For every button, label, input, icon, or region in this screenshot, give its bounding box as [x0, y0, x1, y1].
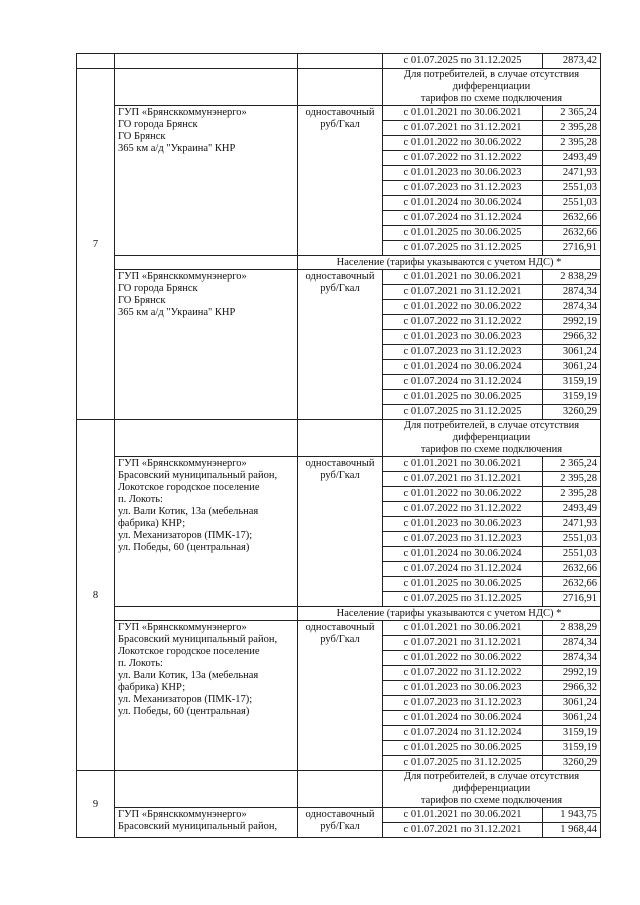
- period-cell: с 01.01.2025 по 30.06.2025: [383, 741, 543, 756]
- period-cell: с 01.01.2022 по 30.06.2022: [383, 300, 543, 315]
- period-cell: с 01.01.2023 по 30.06.2023: [383, 166, 543, 181]
- period-cell: с 01.01.2022 по 30.06.2022: [383, 651, 543, 666]
- section-header-row: [77, 420, 601, 457]
- population-banner: Население (тарифы указываются с учетом НДС) *: [298, 607, 601, 621]
- unit-line: одноставочный: [305, 809, 375, 820]
- period-cell: с 01.07.2023 по 31.12.2023: [383, 345, 543, 360]
- organization-line: 365 км а/д "Украина" КНР: [118, 307, 236, 318]
- organization-line: ул. Механизаторов (ПМК-17);: [118, 530, 253, 541]
- tariff-value-cell: 2632,66: [543, 226, 601, 241]
- tariff-value-cell: 3061,24: [543, 345, 601, 360]
- period-cell: с 01.07.2022 по 31.12.2022: [383, 315, 543, 330]
- period-cell: с 01.01.2024 по 30.06.2024: [383, 196, 543, 211]
- organization-cell: [115, 771, 298, 808]
- organization-cell: [115, 420, 298, 457]
- organization-line: Локотское городское поселение: [118, 482, 260, 493]
- item-number: 9: [77, 771, 115, 838]
- period-cell: с 01.07.2024 по 31.12.2024: [383, 375, 543, 390]
- tariff-value-cell: 3260,29: [543, 405, 601, 420]
- unit-cell: [298, 270, 383, 420]
- organization-line: ГУП «Брянсккоммунэнерго»: [118, 107, 247, 118]
- period-cell: с 01.01.2023 по 30.06.2023: [383, 330, 543, 345]
- tariff-value-cell: 2 365,24: [543, 457, 601, 472]
- period-cell: с 01.07.2021 по 31.12.2021: [383, 636, 543, 651]
- period-cell: с 01.07.2024 по 31.12.2024: [383, 562, 543, 577]
- unit-cell: [298, 808, 383, 838]
- tariff-value-cell: 3159,19: [543, 375, 601, 390]
- period-cell: с 01.01.2024 по 30.06.2024: [383, 547, 543, 562]
- unit-cell: [298, 420, 383, 457]
- population-banner: Население (тарифы указываются с учетом НДС) *: [298, 256, 601, 270]
- period-cell: с 01.07.2025 по 31.12.2025: [383, 54, 543, 69]
- section-header-row: [77, 69, 601, 106]
- tariff-value-cell: 2 395,28: [543, 136, 601, 151]
- period-cell: с 01.01.2023 по 30.06.2023: [383, 517, 543, 532]
- tariff-value-cell: 2471,93: [543, 517, 601, 532]
- organization-cell: [115, 457, 298, 607]
- tariff-value-cell: 2 365,24: [543, 106, 601, 121]
- tariff-value-cell: 2992,19: [543, 666, 601, 681]
- unit-line: руб/Гкал: [320, 821, 360, 832]
- header-line: тарифов по схеме подключения: [420, 795, 563, 806]
- organization-line: фабрика) КНР;: [118, 682, 186, 693]
- tariff-value-cell: 2874,34: [543, 651, 601, 666]
- period-cell: с 01.07.2023 по 31.12.2023: [383, 532, 543, 547]
- table-row: [77, 457, 601, 472]
- table-row: [77, 808, 601, 823]
- unit-cell: [298, 54, 383, 69]
- tariff-table-body: [77, 54, 601, 838]
- period-cell: с 01.01.2024 по 30.06.2024: [383, 711, 543, 726]
- consumer-category-header: [383, 69, 601, 106]
- number-cell: [77, 54, 115, 69]
- item-number: 8: [77, 420, 115, 771]
- organization-cell: [115, 54, 298, 69]
- organization-cell: [115, 106, 298, 256]
- period-cell: с 01.07.2022 по 31.12.2022: [383, 666, 543, 681]
- tariff-value-cell: 1 943,75: [543, 808, 601, 823]
- consumer-category-header: [383, 420, 601, 457]
- period-cell: с 01.07.2025 по 31.12.2025: [383, 405, 543, 420]
- header-line: Для потребителей, в случае отсутствия дифференциации: [403, 420, 580, 443]
- unit-cell: [298, 771, 383, 808]
- unit-line: одноставочный: [305, 622, 375, 633]
- tariff-value-cell: 2 838,29: [543, 621, 601, 636]
- population-banner-row: [77, 256, 601, 270]
- organization-line: п. Локоть:: [118, 494, 163, 505]
- period-cell: с 01.01.2022 по 30.06.2022: [383, 136, 543, 151]
- item-number: 7: [77, 69, 115, 420]
- tariff-value-cell: 3061,24: [543, 696, 601, 711]
- period-cell: с 01.01.2021 по 30.06.2021: [383, 457, 543, 472]
- period-cell: с 01.01.2025 по 30.06.2025: [383, 226, 543, 241]
- period-cell: с 01.01.2021 по 30.06.2021: [383, 621, 543, 636]
- tariff-value-cell: 2874,34: [543, 636, 601, 651]
- period-cell: с 01.07.2021 по 31.12.2021: [383, 121, 543, 136]
- header-line: тарифов по схеме подключения: [420, 444, 563, 455]
- tariff-value-cell: 2874,34: [543, 300, 601, 315]
- organization-line: Локотское городское поселение: [118, 646, 260, 657]
- organization-line: Брасовский муниципальный район,: [118, 470, 278, 481]
- period-cell: с 01.07.2025 по 31.12.2025: [383, 592, 543, 607]
- tariff-value-cell: 2 838,29: [543, 270, 601, 285]
- organization-line: ГУП «Брянсккоммунэнерго»: [118, 622, 247, 633]
- unit-line: руб/Гкал: [320, 470, 360, 481]
- unit-cell: [298, 457, 383, 607]
- header-line: Для потребителей, в случае отсутствия дифференциации: [403, 69, 580, 92]
- tariff-value-cell: 3159,19: [543, 741, 601, 756]
- period-cell: с 01.01.2023 по 30.06.2023: [383, 681, 543, 696]
- tariff-value-cell: 2966,32: [543, 330, 601, 345]
- period-cell: с 01.01.2024 по 30.06.2024: [383, 360, 543, 375]
- period-cell: с 01.07.2023 по 31.12.2023: [383, 181, 543, 196]
- tariff-value-cell: 2632,66: [543, 562, 601, 577]
- header-line: Для потребителей, в случае отсутствия дифференциации: [403, 771, 580, 794]
- organization-line: п. Локоть:: [118, 658, 163, 669]
- period-cell: с 01.01.2022 по 30.06.2022: [383, 487, 543, 502]
- unit-line: одноставочный: [305, 107, 375, 118]
- organization-line: ГУП «Брянсккоммунэнерго»: [118, 271, 247, 282]
- tariff-value-cell: 2873,42: [543, 54, 601, 69]
- period-cell: с 01.07.2023 по 31.12.2023: [383, 696, 543, 711]
- tariff-value-cell: 3260,29: [543, 756, 601, 771]
- organization-line: ул. Механизаторов (ПМК-17);: [118, 694, 253, 705]
- tariff-value-cell: 2632,66: [543, 577, 601, 592]
- period-cell: с 01.01.2021 по 30.06.2021: [383, 106, 543, 121]
- unit-cell: [298, 106, 383, 256]
- organization-cell: [115, 69, 298, 106]
- organization-line: ул. Победы, 60 (центральная): [118, 706, 250, 717]
- table-row: [77, 621, 601, 636]
- organization-line: 365 км а/д "Украина" КНР: [118, 143, 236, 154]
- unit-line: руб/Гкал: [320, 119, 360, 130]
- table-row: [77, 270, 601, 285]
- tariff-value-cell: 2493,49: [543, 502, 601, 517]
- tariff-value-cell: 2992,19: [543, 315, 601, 330]
- organization-line: ГУП «Брянсккоммунэнерго»: [118, 809, 247, 820]
- period-cell: с 01.01.2021 по 30.06.2021: [383, 808, 543, 823]
- section-header-row: [77, 771, 601, 808]
- organization-line: ГО города Брянск: [118, 283, 198, 294]
- period-cell: с 01.01.2021 по 30.06.2021: [383, 270, 543, 285]
- period-cell: с 01.01.2025 по 30.06.2025: [383, 390, 543, 405]
- organization-cell: [115, 808, 298, 838]
- tariff-value-cell: 3159,19: [543, 726, 601, 741]
- tariff-value-cell: 2 395,28: [543, 121, 601, 136]
- unit-cell: [298, 621, 383, 771]
- organization-line: фабрика) КНР;: [118, 518, 186, 529]
- tariff-value-cell: 3061,24: [543, 711, 601, 726]
- tariff-value-cell: 2471,93: [543, 166, 601, 181]
- tariff-value-cell: 2 395,28: [543, 472, 601, 487]
- tariff-value-cell: 2966,32: [543, 681, 601, 696]
- period-cell: с 01.01.2025 по 30.06.2025: [383, 577, 543, 592]
- tariff-value-cell: 2716,91: [543, 592, 601, 607]
- tariff-table: [76, 53, 601, 838]
- organization-cell: [115, 621, 298, 771]
- organization-line: ГУП «Брянсккоммунэнерго»: [118, 458, 247, 469]
- organization-cell: [115, 270, 298, 420]
- table-row: [77, 54, 601, 69]
- tariff-value-cell: 3159,19: [543, 390, 601, 405]
- tariff-value-cell: 2 395,28: [543, 487, 601, 502]
- tariff-value-cell: 2874,34: [543, 285, 601, 300]
- period-cell: с 01.07.2021 по 31.12.2021: [383, 823, 543, 838]
- header-line: тарифов по схеме подключения: [420, 93, 563, 104]
- tariff-value-cell: 2551,03: [543, 181, 601, 196]
- period-cell: с 01.07.2021 по 31.12.2021: [383, 472, 543, 487]
- organization-cell: [115, 607, 298, 621]
- organization-line: ул. Вали Котик, 13а (мебельная: [118, 506, 259, 517]
- unit-line: одноставочный: [305, 458, 375, 469]
- period-cell: с 01.07.2022 по 31.12.2022: [383, 502, 543, 517]
- population-banner-row: [77, 607, 601, 621]
- tariff-value-cell: 3061,24: [543, 360, 601, 375]
- tariff-value-cell: 2551,03: [543, 196, 601, 211]
- tariff-value-cell: 2632,66: [543, 211, 601, 226]
- period-cell: с 01.07.2021 по 31.12.2021: [383, 285, 543, 300]
- organization-line: ГО Брянск: [118, 295, 166, 306]
- period-cell: с 01.07.2025 по 31.12.2025: [383, 756, 543, 771]
- organization-line: ул. Победы, 60 (центральная): [118, 542, 250, 553]
- unit-line: руб/Гкал: [320, 634, 360, 645]
- tariff-value-cell: 2551,03: [543, 547, 601, 562]
- organization-cell: [115, 256, 298, 270]
- organization-line: ГО Брянск: [118, 131, 166, 142]
- tariff-value-cell: 2493,49: [543, 151, 601, 166]
- period-cell: с 01.07.2022 по 31.12.2022: [383, 151, 543, 166]
- tariff-value-cell: 2551,03: [543, 532, 601, 547]
- consumer-category-header: [383, 771, 601, 808]
- unit-line: руб/Гкал: [320, 283, 360, 294]
- tariff-value-cell: 2716,91: [543, 241, 601, 256]
- organization-line: Брасовский муниципальный район,: [118, 634, 278, 645]
- period-cell: с 01.07.2024 по 31.12.2024: [383, 726, 543, 741]
- period-cell: с 01.07.2025 по 31.12.2025: [383, 241, 543, 256]
- unit-cell: [298, 69, 383, 106]
- organization-line: Брасовский муниципальный район,: [118, 821, 278, 832]
- period-cell: с 01.07.2024 по 31.12.2024: [383, 211, 543, 226]
- table-row: [77, 106, 601, 121]
- unit-line: одноставочный: [305, 271, 375, 282]
- organization-line: ГО города Брянск: [118, 119, 198, 130]
- tariff-value-cell: 1 968,44: [543, 823, 601, 838]
- organization-line: ул. Вали Котик, 13а (мебельная: [118, 670, 259, 681]
